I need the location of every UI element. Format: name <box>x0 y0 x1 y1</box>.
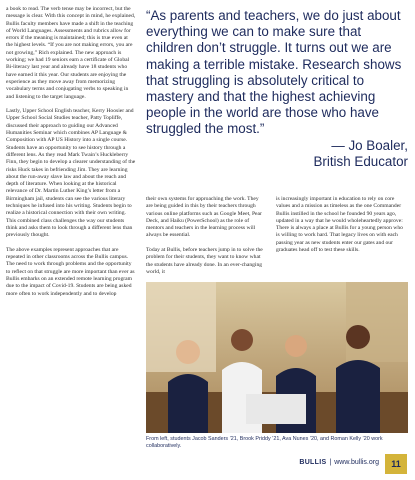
students-photo <box>146 282 408 433</box>
pull-quote: “As parents and teachers, we do just about everything we can to make sure that children don’t struggle. It turns out we are making a terrible mistake. Research shows that struggling is absolutely critical to mastery and that the highest achieving people in the world are those who have struggled the most.” <box>146 8 402 137</box>
left-text-column <box>6 6 136 305</box>
paragraph: Lastly, Upper School English teacher, Kerry Hoosier and Upper School Social Studies teacher, Patty Topliffe, discussed their approach to guiding our Advanced Humanities Seminar which combines AP Language & Composition with AP US History into a single course. Students have an opportunity to see history through a different lens. As they read Mark Twain’s Huckleberry Finn, they begin to develop a clearer understanding of the risks Huck takes in befriending Jim. They are learning about the run-away slave law and about the reach and depth of literature. When looking at the historical relevance of Dr. Martin Luther King’s letter from a Birmingham jail, students can see the various literary techniques he infused into his writing. Students begin to realize a historical connection with their own writing. This combined class challenges the way our students think and asks them to look through a different lens than previously thought. <box>6 108 136 239</box>
paragraph: The above examples represent approaches that are repeated in other classrooms across the Bullis campus. The need to work through problems and the opportunity to reflect on that struggle are more important than ever as Bullis embarks on an extended remote learning program due to the impact of Covid-19. Students are being asked more often to work independently and to develop <box>6 246 135 297</box>
website-link[interactable]: www.bullis.org <box>334 459 379 466</box>
quote-attribution <box>313 138 408 170</box>
quote-author-title: British Educator <box>313 154 408 170</box>
page-number: 11 <box>385 454 407 474</box>
footer-separator: | <box>329 459 332 466</box>
brand-name: BULLIS <box>299 459 327 466</box>
paragraph: a book to read. The verb tense may be incorrect, but the message is clear. With this concept in mind, he explained, Bullis faculty members have made a shift in the teaching of World Languages. Assessments and rubrics allow for errors if the meaning is maintained; this is true even at the highest levels. “If you are not making errors, you are not growing,” Rich explained. The new approach is working; we had 19 seniors earn a certificate of Global Bi-literacy last year and already have 18 students who have earned it this year. Our students are enjoying the experience as they move away from memorizing vocabulary terms and conjugating verbs to speaking in and listening to the target language. <box>6 6 136 100</box>
quote-author: — Jo Boaler, <box>331 138 408 153</box>
classroom-illustration <box>146 282 408 433</box>
paragraph: is increasingly important in education to rely on core values and a mission as timeless as the one Commander Bullis instilled in the school he founded 90 years ago, updated in a way that he would wholeheartedly approve: There is always a place at Bullis for a young person who is willing to work hard. That legacy lives on with each passing year as new students enter our gates and our graduates head off to test these skills. <box>276 196 403 254</box>
page-footer <box>235 454 415 474</box>
middle-text-column <box>146 196 266 284</box>
photo-caption: From left, students Jacob Sanders ’21, Brook Priddy ’21, Ava Nunes ’20, and Roman Kelly ’20 work collaboratively. <box>146 436 383 449</box>
footer-brand <box>299 459 379 466</box>
right-text-column <box>276 196 408 262</box>
paragraph: Today at Bullis, before teachers jump in to solve the problem for their students, they want to know what the students have already done. In an ever-changing world, it <box>146 247 263 275</box>
paragraph: their own systems for approaching the work. They are being guided in this by their teachers through various online platforms such as Google Meet, Pear Deck, and Haiku (PowerSchool) as the role of mentors and teachers in the learning process will always be essential. <box>146 196 262 239</box>
